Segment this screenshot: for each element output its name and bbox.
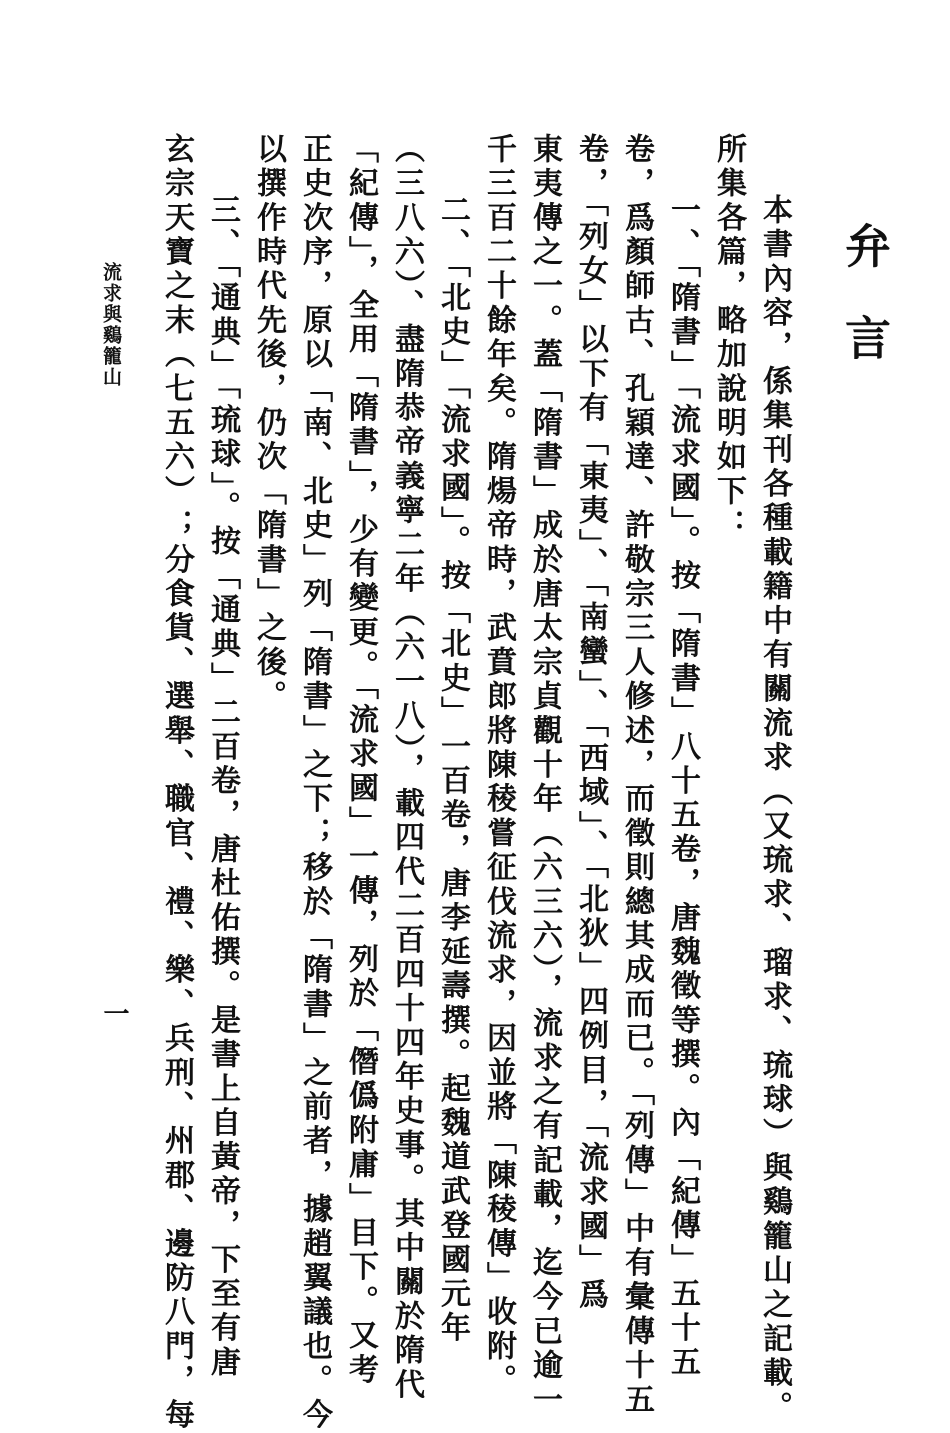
page-number: 一: [99, 1000, 129, 1026]
text-column-7: 千三百二十餘年矣。隋煬帝時，武賁郎將陳稜嘗征伐流求，因並將「陳稜傳」收附。: [481, 133, 516, 1399]
page-title: 弁言: [838, 222, 892, 406]
text-column-2: 所集各篇，略加說明如下：: [711, 133, 746, 544]
text-column-12: 以撰作時代先後，仍次「隋書」之後。: [251, 133, 286, 715]
text-column-3: 一、「隋書」「流求國」。按「隋書」八十五卷，唐魏徵等撰。內「紀傳」五十五: [665, 194, 700, 1381]
text-column-9: （三八六）、盡隋恭帝義寧二年（六一八），載四代二百四十四年史事。其中關於隋代: [389, 133, 424, 1403]
text-column-10: 「紀傳」，全用「隋書」，少有變更。「流求國」一傳，列於「僭僞附庸」目下。又考: [343, 133, 378, 1388]
running-footer-title: 流求與鷄籠山: [100, 262, 122, 388]
text-column-1: 本書內容，係集刊各種載籍中有關流求（又琉求、瑠求、琉球）與鷄籠山之記載。: [757, 194, 792, 1426]
text-column-6: 東夷傳之一。蓋「隋書」成於唐太宗貞觀十年（六三六），流求之有記載，迄今已逾一: [527, 133, 562, 1418]
text-column-13: 三、「通典」「琉球」。按「通典」二百卷，唐杜佑撰。是書上自黃帝，下至有唐: [205, 194, 240, 1381]
text-column-11: 正史次序，原以「南、北史」列「隋書」之下；移於「隋書」之前者，據趙翼議也。今: [297, 133, 332, 1433]
text-column-8: 二、「北史」「流求國」。按「北史」一百卷，唐李延壽撰。起魏道武登國元年: [435, 194, 470, 1346]
text-column-4: 卷，爲顏師古、孔穎達、許敬宗三人修述，而徵則總其成而已。「列傳」中有彙傳十五: [619, 133, 654, 1418]
text-column-14: 玄宗天寶之末（七五六）；分食貨、選舉、職官、禮、樂、兵刑、州郡、邊防八門，每: [159, 133, 194, 1433]
text-column-5: 卷，「列女」以下有「東夷」、「南蠻」、「西域」、「北狄」四例目，「流求國」爲: [573, 133, 608, 1313]
